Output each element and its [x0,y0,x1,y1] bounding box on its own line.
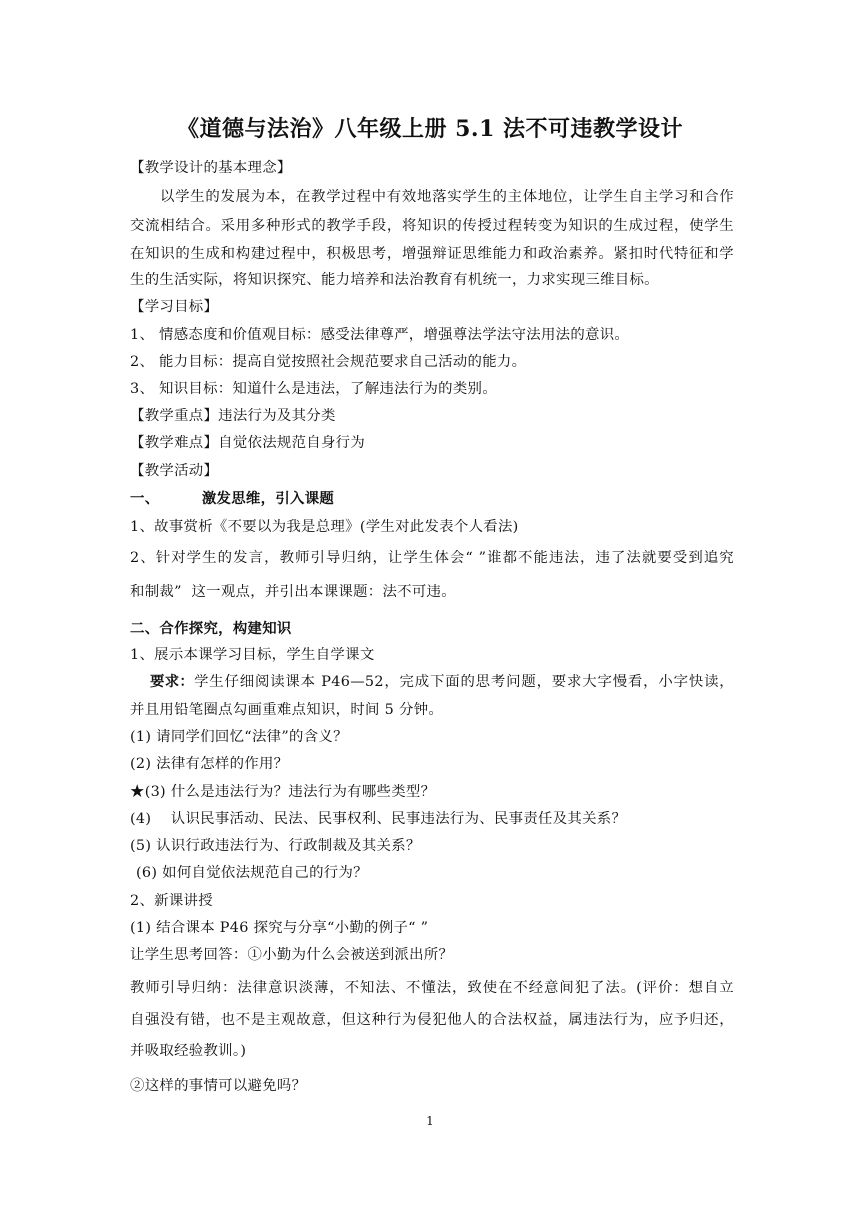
question-item: (4) 认识民事活动、民法、民事权利、民事违法行为、民事责任及其关系？ [130,811,627,827]
question-item: (6) 如何自觉依法规范自己的行为？ [136,865,368,881]
paragraph-line: 生的生活实际，将知识探究、能力培养和法治教育有机统一，力求实现三维目标。 [130,272,659,288]
paragraph-line: 教师引导归纳：法律意识淡薄，不知法、不懂法，致使在不经意间犯了法。(评价：想自立 [130,980,734,996]
objective-item: 2、 能力目标：提高自觉按照社会规范要求自己活动的能力。 [130,354,527,370]
question-item: (1) 请同学们回忆“法律”的含义？ [130,729,348,745]
paragraph-line: (1) 结合课本 P46 探究与分享“小勤的例子“ ” [130,920,429,936]
paragraph-line: 和制裁” 这一观点，并引出本课课题：法不可违。 [130,584,456,600]
paragraph-line: 1、展示本课学习目标，学生自学课文 [130,647,375,663]
paragraph-line: 2、新课讲授 [130,893,213,909]
objective-item: 3、 知识目标：知道什么是违法，了解违法行为的类别。 [130,381,497,397]
requirement-line [150,670,734,691]
paragraph-line: 1、故事赏析《不要以为我是总理》(学生对此发表个人看法) [130,519,519,535]
question-item: (5) 认识行政违法行为、行政制裁及其关系？ [130,838,421,854]
page-number: 1 [426,1114,434,1128]
key-point: 【教学重点】违法行为及其分类 [130,408,336,424]
objective-item: 1、 情感态度和价值观目标：感受法律尊严，增强尊法学法守法用法的意识。 [130,327,630,343]
paragraph-line: 自强没有错，也不是主观故意，但这种行为侵犯他人的合法权益，属违法行为，应予归还， [130,1012,734,1028]
section-heading-concept: 【教学设计的基本理念】 [130,160,292,176]
paragraph-line: 交流相结合。采用多种形式的教学手段，将知识的传授过程转变为知识的生成过程，使学生 [130,218,734,234]
question-item-starred: ★(3) 什么是违法行为？违法行为有哪些类型？ [130,784,436,800]
paragraph-line: 让学生思考回答：①小勤为什么会被送到派出所？ [130,947,454,963]
page-title: 《道德与法治》八年级上册 5.1 法不可违教学设计 [176,116,684,142]
paragraph-line: 以学生的发展为本，在教学过程中有效地落实学生的主体地位，让学生自主学习和合作 [160,189,734,205]
paragraph-line: 2、针对学生的发言，教师引导归纳，让学生体会“ ”谁都不能违法，违了法就要受到追究 [130,550,734,566]
part-heading-one: 一、 激发思维，引入课题 [130,490,335,507]
part-heading-two: 二、合作探究，构建知识 [130,620,292,637]
section-heading-activities: 【教学活动】 [130,463,219,479]
requirement-text: 学生仔细阅读课本 P46—52，完成下面的思考问题，要求大字慢看，小字快读， [194,674,734,690]
paragraph-line: ②这样的事情可以避免吗？ [130,1078,307,1094]
difficult-point: 【教学难点】自觉依法规范自身行为 [130,435,366,451]
section-heading-objectives: 【学习目标】 [130,299,219,315]
requirement-label: 要求： [150,673,195,690]
question-item: (2) 法律有怎样的作用？ [130,756,289,772]
paragraph-line: 并且用铅笔圈点勾画重难点知识，时间 5 分钟。 [130,702,444,718]
paragraph-line: 并吸取经验教训。) [130,1043,247,1059]
paragraph-line: 在知识的生成和构建过程中，积极思考，增强辩证思维能力和政治素养。紧扣时代特征和学 [130,246,734,262]
